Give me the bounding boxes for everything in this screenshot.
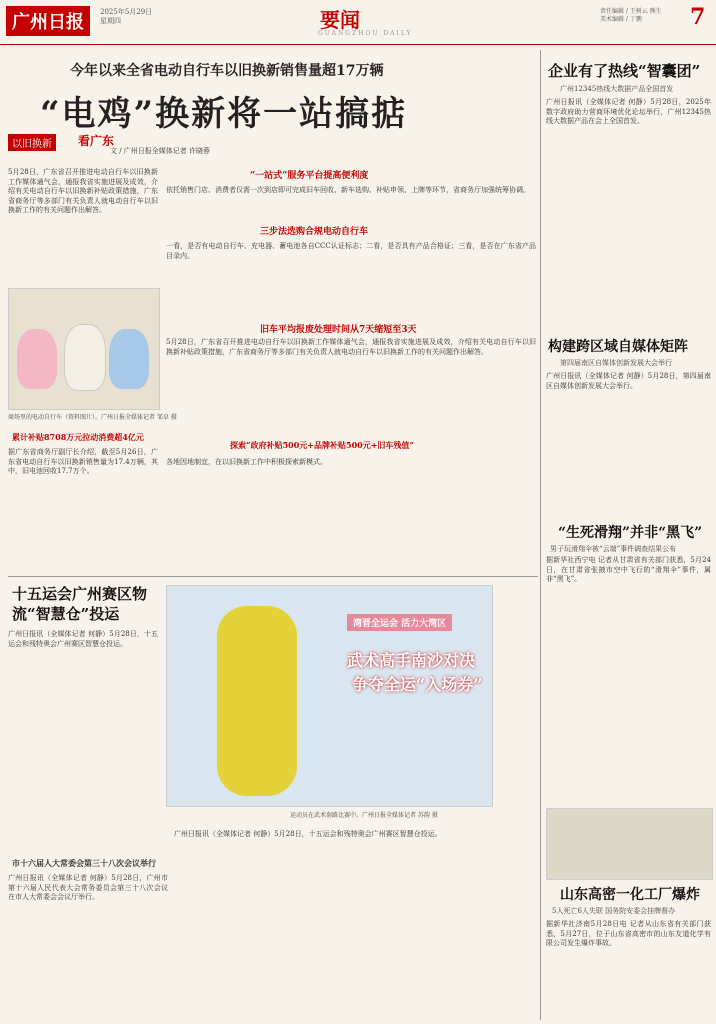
- congress-title: 市十六届人大常委会第三十八次会议举行: [12, 858, 156, 868]
- stat-body: 据广东省商务厅副厅长介绍，截至5月26日，广东省电动自行车以旧换新销售量为17.4万辆，其中，旧电池回收17.7万个。: [8, 448, 158, 476]
- lead-subhead-2: 三步法选购合规电动自行车: [260, 227, 369, 237]
- scooter-pink: [17, 329, 57, 389]
- lead-kicker: 今年以来全省电动自行车以旧换新销售量超17万辆: [70, 63, 384, 79]
- fraud-title: “生死滑翔”并非“黑飞”: [558, 525, 703, 541]
- media-body: 广州日报讯（全媒体记者 何静）5月28日，第四届南区自媒体创新发展大会举行。: [546, 372, 711, 390]
- fraud-subtitle: 男子玩滑翔伞被“云端”事件调查结果公布: [550, 545, 677, 553]
- scooter-white: [64, 324, 106, 391]
- stat-title: 累计补贴8708万元拉动消费超4亿元: [12, 432, 144, 442]
- masthead: [0, 0, 716, 45]
- lead-subhead-3: 旧车平均报废处理时间从7天缩短至3天: [260, 325, 417, 335]
- hotline-body: 广州日报讯（全媒体记者 何静）5月28日，2025年数字政府助力营商环境优化论坛举行，广州12345热线大数据产品在会上全国首发。: [546, 98, 711, 126]
- martial-arts-caption: 运动员在武术套路比赛中。广州日报全媒体记者 苏韵 摄: [290, 812, 438, 819]
- explore-body: 各地因地制宜，在以旧换新工作中积极探索新模式。: [166, 458, 327, 466]
- explosion-photo: [546, 808, 713, 880]
- explore-title: 探索“政府补贴500元+品牌补贴500元+旧车残值”: [230, 440, 415, 450]
- hotline-title: 企业有了热线“智囊团”: [548, 62, 701, 80]
- lead-tag: 以旧换新: [8, 134, 56, 151]
- media-title: 构建跨区域自媒体矩阵: [548, 339, 688, 355]
- lead-subhead-2-body: 一看，是否有电动自行车、充电器、蓄电池各自CCC认证标志；二看，是否具有产品合格证；三看，是否在广东省产品目录内。: [166, 242, 536, 260]
- martial-arts-photo: [166, 585, 493, 807]
- scooter-photo: [8, 288, 160, 410]
- section-title: 要闻: [320, 8, 360, 32]
- media-subtitle: 第四届南区自媒体创新发展大会举行: [560, 359, 672, 367]
- scooter-blue: [109, 329, 149, 389]
- lead-byline: 文 / 广州日报全媒体记者 许晓蓉: [110, 147, 211, 155]
- athlete-figure: [217, 606, 297, 796]
- lead-body: 5月28日，广东省召开推进电动自行车以旧换新工作媒体通气会，通报我省实施进展及成效，介绍有关电动自行车以旧换新补贴政策措施，广东省商务厅等多部门有关负责人就电动自行车以旧换新工作的有关问题作出解答。: [8, 168, 158, 215]
- photo-title-2: 争夺全运“入场券”: [352, 675, 483, 694]
- lead-tag-name: 看广东: [78, 134, 115, 148]
- issue-date: 2025年5月29日 星期四: [100, 8, 153, 25]
- sport-col-text: 广州日报讯（全媒体记者 何静）5月28日，十五运会和残特奥会广州赛区智慧仓投运。: [174, 830, 442, 838]
- sport-title: 十五运会广州赛区物流“智慧仓”投运: [12, 585, 148, 623]
- photo-title-1: 武术高手南沙对决: [347, 651, 476, 670]
- column-divider: [540, 50, 541, 1020]
- explosion-subtitle: 5人死亡6人失联 国务院安委会挂牌督办: [552, 907, 676, 915]
- lead-col-text: 5月28日，广东省召开推进电动自行车以旧换新工作媒体通气会，通报我省实施进展及成效，介绍有关电动自行车以旧换新补贴政策措施，广东省商务厅等多部门有关负责人就电动自行车以旧换新工作的有关问题作出解答。: [166, 338, 536, 356]
- explosion-body: 据新华社济南5月28日电 记者从山东省有关部门获悉，5月27日，位于山东省高密市的山东友道化学有限公司发生爆炸事故。: [546, 920, 711, 948]
- hotline-subtitle: 广州12345热线大数据产品全国首发: [560, 85, 674, 93]
- page-number: 7: [690, 4, 706, 30]
- explosion-title: 山东高密一化工厂爆炸: [560, 887, 700, 903]
- congress-body: 广州日报讯（全媒体记者 何静）5月28日，广州市第十六届人民代表大会常务委员会第三十八次会议在市人大常委会会议厅举行。: [8, 874, 168, 902]
- games-banner: 湾晋全运会 活力大湾区: [347, 614, 452, 631]
- section-subtitle: GUANGZHOU DAILY: [318, 30, 413, 37]
- divider: [8, 576, 538, 577]
- scooter-photo-caption: 商场里的电动自行车（资料图片）。广州日报全媒体记者 邹卓 摄: [8, 414, 177, 421]
- sport-body: 广州日报讯（全媒体记者 何静）5月28日，十五运会和残特奥会广州赛区智慧仓投运。: [8, 630, 158, 648]
- lead-subhead-1-body: 依托销售门店、消费者仅需一次到店即可完成旧车回收、新车选购、补贴申领、上牌等环节，省商务厅加强统筹协调。: [166, 186, 530, 194]
- editors: 责任编辑 / 王树云 熊生 美术编辑 / 丁鹏: [600, 8, 662, 23]
- fraud-body: 据新华社西宁电 记者从甘肃省有关部门获悉，5月24日，在甘肃省张掖市空中飞行的“滑翔伞”事件，属非“黑飞”。: [546, 556, 711, 584]
- lead-subhead-1: “一站式”服务平台提高便利度: [250, 171, 369, 181]
- lead-headline: “电鸡”换新将一站搞掂: [40, 94, 408, 134]
- newspaper-logo: 广州日报: [6, 6, 90, 36]
